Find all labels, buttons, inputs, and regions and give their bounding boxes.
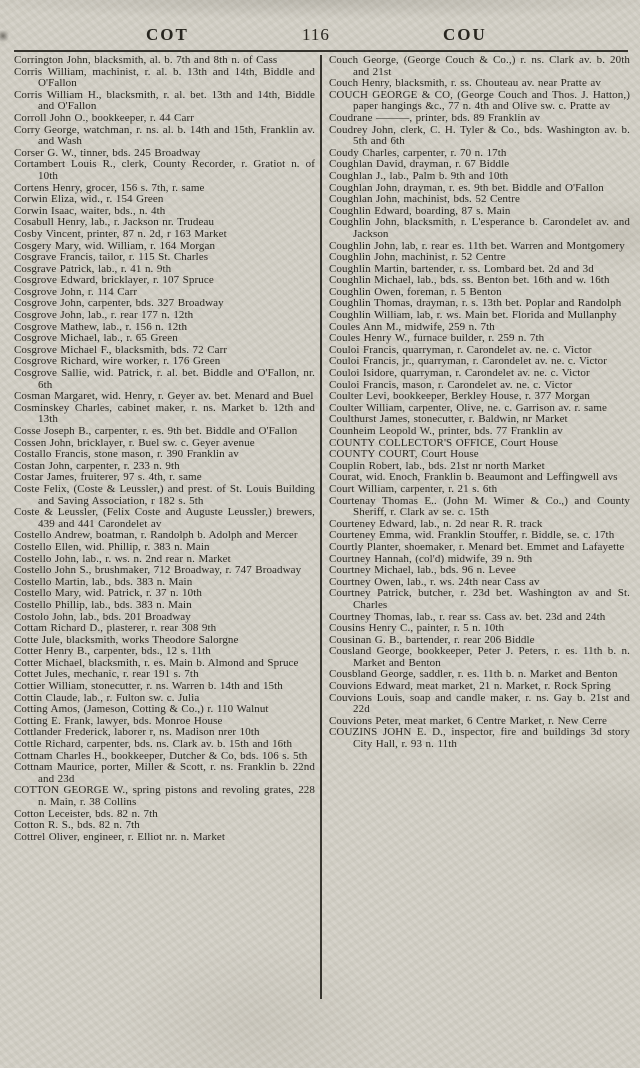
directory-entry: Cosabull Henry, lab., r. Jackson nr. Trudeau — [14, 216, 215, 229]
directory-entry: Corser G. W., tinner, bds. 245 Broadway — [14, 146, 201, 159]
directory-entry: Cottlander Frederick, laborer r, ns. Madison nrer 10th — [14, 726, 260, 739]
directory-entry: Coughlin William, lab, r. ws. Main bet. Florida and Mullanphy — [329, 309, 617, 322]
header-rule — [14, 50, 628, 52]
directory-entry: Coughlin Thomas, drayman, r. s. 13th bet. Poplar and Randolph — [329, 297, 622, 310]
directory-entry: Cosgrove John, carpenter, bds. 327 Broadway — [14, 297, 224, 310]
directory-entry: Costello John S., brushmaker, 712 Broadway, r. 747 Broadway — [14, 564, 302, 577]
directory-entry: Coughlin Owen, foreman, r. 5 Benton — [329, 285, 502, 298]
directory-entry: Coughlin John, blacksmith, r. L'esperance b. Carondelet av. and Jackson — [329, 216, 630, 240]
directory-entry: Couplin Robert, lab., bds. 21st nr north Market — [329, 459, 545, 472]
directory-entry: COUNTY COURT, Court House — [329, 448, 479, 461]
right-column — [322, 55, 630, 1003]
directory-entry: Coules Ann M., midwife, 259 n. 7th — [329, 320, 495, 333]
directory-entry: Couloi Francis, jr., quarryman, r. Carondelet av. ne. c. Victor — [329, 355, 608, 368]
header-left-key: COT — [146, 25, 189, 44]
directory-entry: Coulter Levi, bookkeeper, Berkley House, r. 377 Morgan — [329, 390, 590, 403]
directory-entry: Cosgrove Michael, lab., r. 65 Green — [14, 332, 178, 345]
directory-entry: Couvions Edward, meat market, 21 n. Market, r. Rock Spring — [329, 680, 611, 693]
directory-entry: Couloi Francis, quarryman, r. Carondelet av. ne. c. Victor — [329, 343, 592, 356]
directory-entry: Courteney Emma, wid. Franklin Stouffer, r. Biddle, se. c. 17th — [329, 529, 615, 542]
directory-entry: Courtney Hannah, (col'd) midwife, 39 n. 9th — [329, 552, 533, 565]
header-right-key: COU — [443, 25, 487, 44]
directory-entry: COUNTY COLLECTOR'S OFFICE, Court House — [329, 436, 559, 449]
directory-entry: Cottam Richard D., plasterer, r. rear 308 9th — [14, 622, 217, 635]
directory-entry: Cotter Henry B., carpenter, bds., 12 s. 11th — [14, 645, 211, 658]
directory-entry: Cotton Leceister, bds. 82 n. 7th — [14, 807, 158, 820]
directory-entry: Cousins Henry C., painter, r. 5 n. 10th — [329, 622, 505, 635]
directory-entry: Cottrel Oliver, engineer, r. Elliot nr. n. Market — [14, 830, 226, 843]
directory-entry: Cosgrove Mathew, lab., r. 156 n. 12th — [14, 320, 188, 333]
directory-entry: Cotte Jule, blacksmith, works Theodore Salorgne — [14, 633, 239, 646]
directory-entry: Cortens Henry, grocer, 156 s. 7th, r. same — [14, 181, 205, 194]
directory-entry: Cottnam Charles H., bookkeeper, Dutcher & Co, bds. 106 s. 5th — [14, 749, 308, 762]
directory-entry: Corwin Isaac, waiter, bds., n. 4th — [14, 204, 166, 217]
directory-entry: Cottnam Maurice, porter, Miller & Scott, r. ns. Franklin b. 22nd and 23d — [14, 761, 315, 785]
directory-entry: Costar James, fruiterer, 97 s. 4th, r. same — [14, 471, 202, 484]
directory-entry: Couch Henry, blacksmith, r. ss. Chouteau av. near Pratte av — [329, 77, 601, 90]
directory-entry: Cottin Claude, lab., r. Fulton sw. c. Julia — [14, 691, 200, 704]
directory-entry: Cosgrove John, r. 114 Carr — [14, 285, 138, 298]
directory-entry: Courtney Michael, lab., bds. 96 n. Levee — [329, 564, 516, 577]
directory-entry: Couvions Peter, meat market, 6 Centre Market, r. New Cerre — [329, 714, 608, 727]
directory-entry: Court William, carpenter, r. 21 s. 6th — [329, 482, 498, 495]
directory-entry: Coudrane ———, printer, bds. 89 Franklin av — [329, 111, 541, 124]
directory-entry: Couvions Louis, soap and candle maker, r. ns. Gay b. 21st and 22d — [329, 691, 630, 716]
directory-entry: Corwin Eliza, wid., r. 154 Green — [14, 193, 164, 206]
directory-entry: Coules Henry W., furnace builder, r. 259 n. 7th — [329, 332, 545, 345]
directory-entry: Cotter Michael, blacksmith, r. es. Main b. Almond and Spruce — [14, 656, 299, 669]
directory-entry: Courtly Planter, shoemaker, r. Menard bet. Emmet and Lafayette — [329, 540, 625, 553]
directory-entry: Cosminskey Charles, cabinet maker, r. ns. Market b. 12th and 13th — [14, 401, 315, 426]
directory-entry: Cotting E. Frank, lawyer, bds. Monroe House — [14, 714, 223, 727]
directory-entry: Costan John, carpenter, r. 233 n. 9th — [14, 459, 180, 472]
directory-entry: Coughlin Edward, boarding, 87 s. Main — [329, 204, 511, 217]
directory-entry: Cosgery Mary, wid. William, r. 164 Morgan — [14, 239, 216, 252]
directory-entry: Corry George, watchman, r. ns. al. b. 14th and 15th, Franklin av. and Wash — [14, 123, 315, 148]
directory-entry: Coughlin John, machinist, r. 52 Centre — [329, 251, 506, 264]
directory-entry: Corris William H., blacksmith, r. al. bet. 13th and 14th, Biddle and O'Fallon — [14, 88, 315, 113]
directory-entry: Costello Phillip, lab., bds. 383 n. Main — [14, 598, 192, 611]
directory-entry: Courteney Edward, lab., n. 2d near R. R. track — [329, 517, 543, 530]
directory-entry: Courat, wid. Enoch, Franklin b. Beaumont and Leffingwell avs — [329, 471, 618, 484]
directory-entry: Cotton R. S., bds. 82 n. 7th — [14, 819, 140, 832]
directory-entry: Counheim Leopold W., printer, bds. 77 Franklin av — [329, 425, 563, 437]
directory-entry: Corrington John, blacksmith, al. b. 7th and 8th n. of Cass — [14, 55, 278, 66]
directory-entry: COUZINS JOHN E. D., inspector, fire and buildings 3d story City Hall, r. 93 n. 11th — [329, 726, 630, 751]
directory-entry: Coste & Leussler, (Felix Coste and Auguste Leussler,) brewers, 439 and 441 Carondelet av — [14, 506, 315, 530]
directory-entry: Coulter William, carpenter, Olive, ne. c. Garrison av. r. same — [329, 401, 607, 414]
directory-entry: Cousbland George, saddler, r. es. 11th b. n. Market and Benton — [329, 668, 618, 681]
directory-entry: Cousinan G. B., bartender, r. rear 206 Biddle — [329, 633, 535, 646]
directory-entry: Cottet Jules, mechanic, r. rear 191 s. 7th — [14, 668, 199, 681]
directory-entry: Cosgrave Francis, tailor, r. 115 St. Charles — [14, 251, 209, 264]
directory-entry: Corris William, machinist, r. al. b. 13th and 14th, Biddle and O'Fallon — [14, 65, 315, 90]
directory-columns — [14, 55, 630, 1003]
directory-entry: Costolo John, lab., bds. 201 Broadway — [14, 610, 191, 623]
directory-entry: Coughlan J., lab., Palm b. 9th and 10th — [329, 169, 509, 182]
directory-entry: Courtney Thomas, lab., r. rear ss. Cass av. bet. 23d and 24th — [329, 610, 606, 623]
directory-entry: Cosgrave Patrick, lab., r. 41 n. 9th — [14, 262, 172, 275]
directory-entry: Costello Martin, lab., bds. 383 n. Main — [14, 575, 193, 588]
directory-entry: Cortambert Louis R., clerk, County Recorder, r. Gratiot n. of 10th — [14, 158, 315, 182]
directory-entry: Coughlin John, lab, r. rear es. 11th bet. Warren and Montgomery — [329, 239, 625, 252]
directory-entry: Cotting Amos, (Jameson, Cotting & Co.,) r. 110 Walnut — [14, 703, 269, 716]
directory-entry: Coudy Charles, carpenter, r. 70 n. 17th — [329, 146, 507, 159]
directory-entry: Cottier William, stonecutter, r. ns. Warren b. 14th and 15th — [14, 680, 283, 693]
page-header — [0, 0, 640, 50]
directory-entry: Cosgrove Edward, bricklayer, r. 107 Spruce — [14, 274, 214, 287]
directory-entry: Costello Andrew, boatman, r. Randolph b. Adolph and Mercer — [14, 529, 298, 542]
directory-entry: Cosgrove Michael F., blacksmith, bds. 72 Carr — [14, 343, 228, 356]
directory-entry: Cottle Richard, carpenter, bds. ns. Clark av. b. 15th and 16th — [14, 738, 293, 751]
directory-entry: Courtenay Thomas E.. (John M. Wimer & Co.,) and County Sheriff, r. Clark av se. c. 15th — [329, 494, 630, 519]
directory-entry: Coughlan David, drayman, r. 67 Biddle — [329, 158, 510, 171]
directory-entry: Coughlin Michael, lab., bds. ss. Benton bet. 16th and w. 16th — [329, 274, 610, 287]
directory-entry: Cosgrove Sallie, wid. Patrick, r. al. bet. Biddle and O'Fallon, nr. 6th — [14, 367, 315, 391]
page-number: 116 — [302, 25, 330, 44]
directory-entry: COUCH GEORGE & CO, (George Couch and Thos. J. Hatton,) paper hangings &c., 77 n. 4th and Olive sw. c. Pratte av — [329, 88, 630, 113]
directory-entry: Costallo Francis, stone mason, r. 390 Franklin av — [14, 448, 239, 461]
directory-entry: Cosman Margaret, wid. Henry, r. Geyer av. bet. Menard and Buel — [14, 390, 314, 403]
directory-entry: Couloi Isidore, quarryman, r. Carondelet av. ne. c. Victor — [329, 367, 590, 380]
directory-entry: Courtney Patrick, butcher, r. 23d bet. Washington av and St. Charles — [329, 587, 630, 611]
directory-entry: Coulthurst James, stonecutter, r. Baldwin, nr Market — [329, 413, 568, 426]
directory-entry: Cossen John, bricklayer, r. Buel sw. c. Geyer avenue — [14, 436, 255, 449]
directory-entry: Coughlan John, machinist, bds. 52 Centre — [329, 193, 520, 206]
directory-entry: Coughlan John, drayman, r. es. 9th bet. Biddle and O'Fallon — [329, 181, 604, 194]
directory-entry: Coughlin Martin, bartender, r. ss. Lombard bet. 2d and 3d — [329, 262, 594, 275]
left-column — [14, 55, 320, 1003]
directory-entry: Cousland George, bookkeeper, Peter J. Peters, r. es. 11th b. n. Market and Benton — [329, 645, 630, 669]
directory-entry: Couloi Francis, mason, r. Carondelet av. ne. c. Victor — [329, 378, 573, 391]
directory-entry: Courtney Owen, lab., r. ws. 24th near Cass av — [329, 575, 540, 588]
directory-entry: Cosgrove Richard, wire worker, r. 176 Green — [14, 355, 221, 368]
directory-entry: Costello Ellen, wid. Phillip, r. 383 n. Main — [14, 540, 210, 553]
directory-entry: Coudrey John, clerk, C. H. Tyler & Co., bds. Washington av. b. 5th and 6th — [329, 123, 630, 148]
directory-entry: Costello Mary, wid. Patrick, r. 37 n. 10th — [14, 587, 202, 600]
directory-entry: Couch George, (George Couch & Co.,) r. ns. Clark av. b. 20th and 21st — [329, 55, 630, 78]
directory-entry: Coste Felix, (Coste & Leussler,) and prest. of St. Louis Building and Saving Association, r 182 s. 5th — [14, 482, 315, 507]
directory-entry: Cosse Joseph B., carpenter, r. es. 9th bet. Biddle and O'Fallon — [14, 425, 298, 437]
directory-entry: Cosgrove John, lab., r. rear 177 n. 12th — [14, 309, 194, 322]
directory-entry: Cosby Vincent, printer, 87 n. 2d, r 163 Market — [14, 227, 227, 240]
directory-entry: COTTON GEORGE W., spring pistons and revoling grates, 228 n. Main, r. 38 Collins — [14, 784, 315, 808]
directory-entry: Corroll John O., bookkeeper, r. 44 Carr — [14, 111, 194, 124]
directory-entry: Costello John, lab., r. ws. n. 2nd rear n. Market — [14, 552, 231, 565]
